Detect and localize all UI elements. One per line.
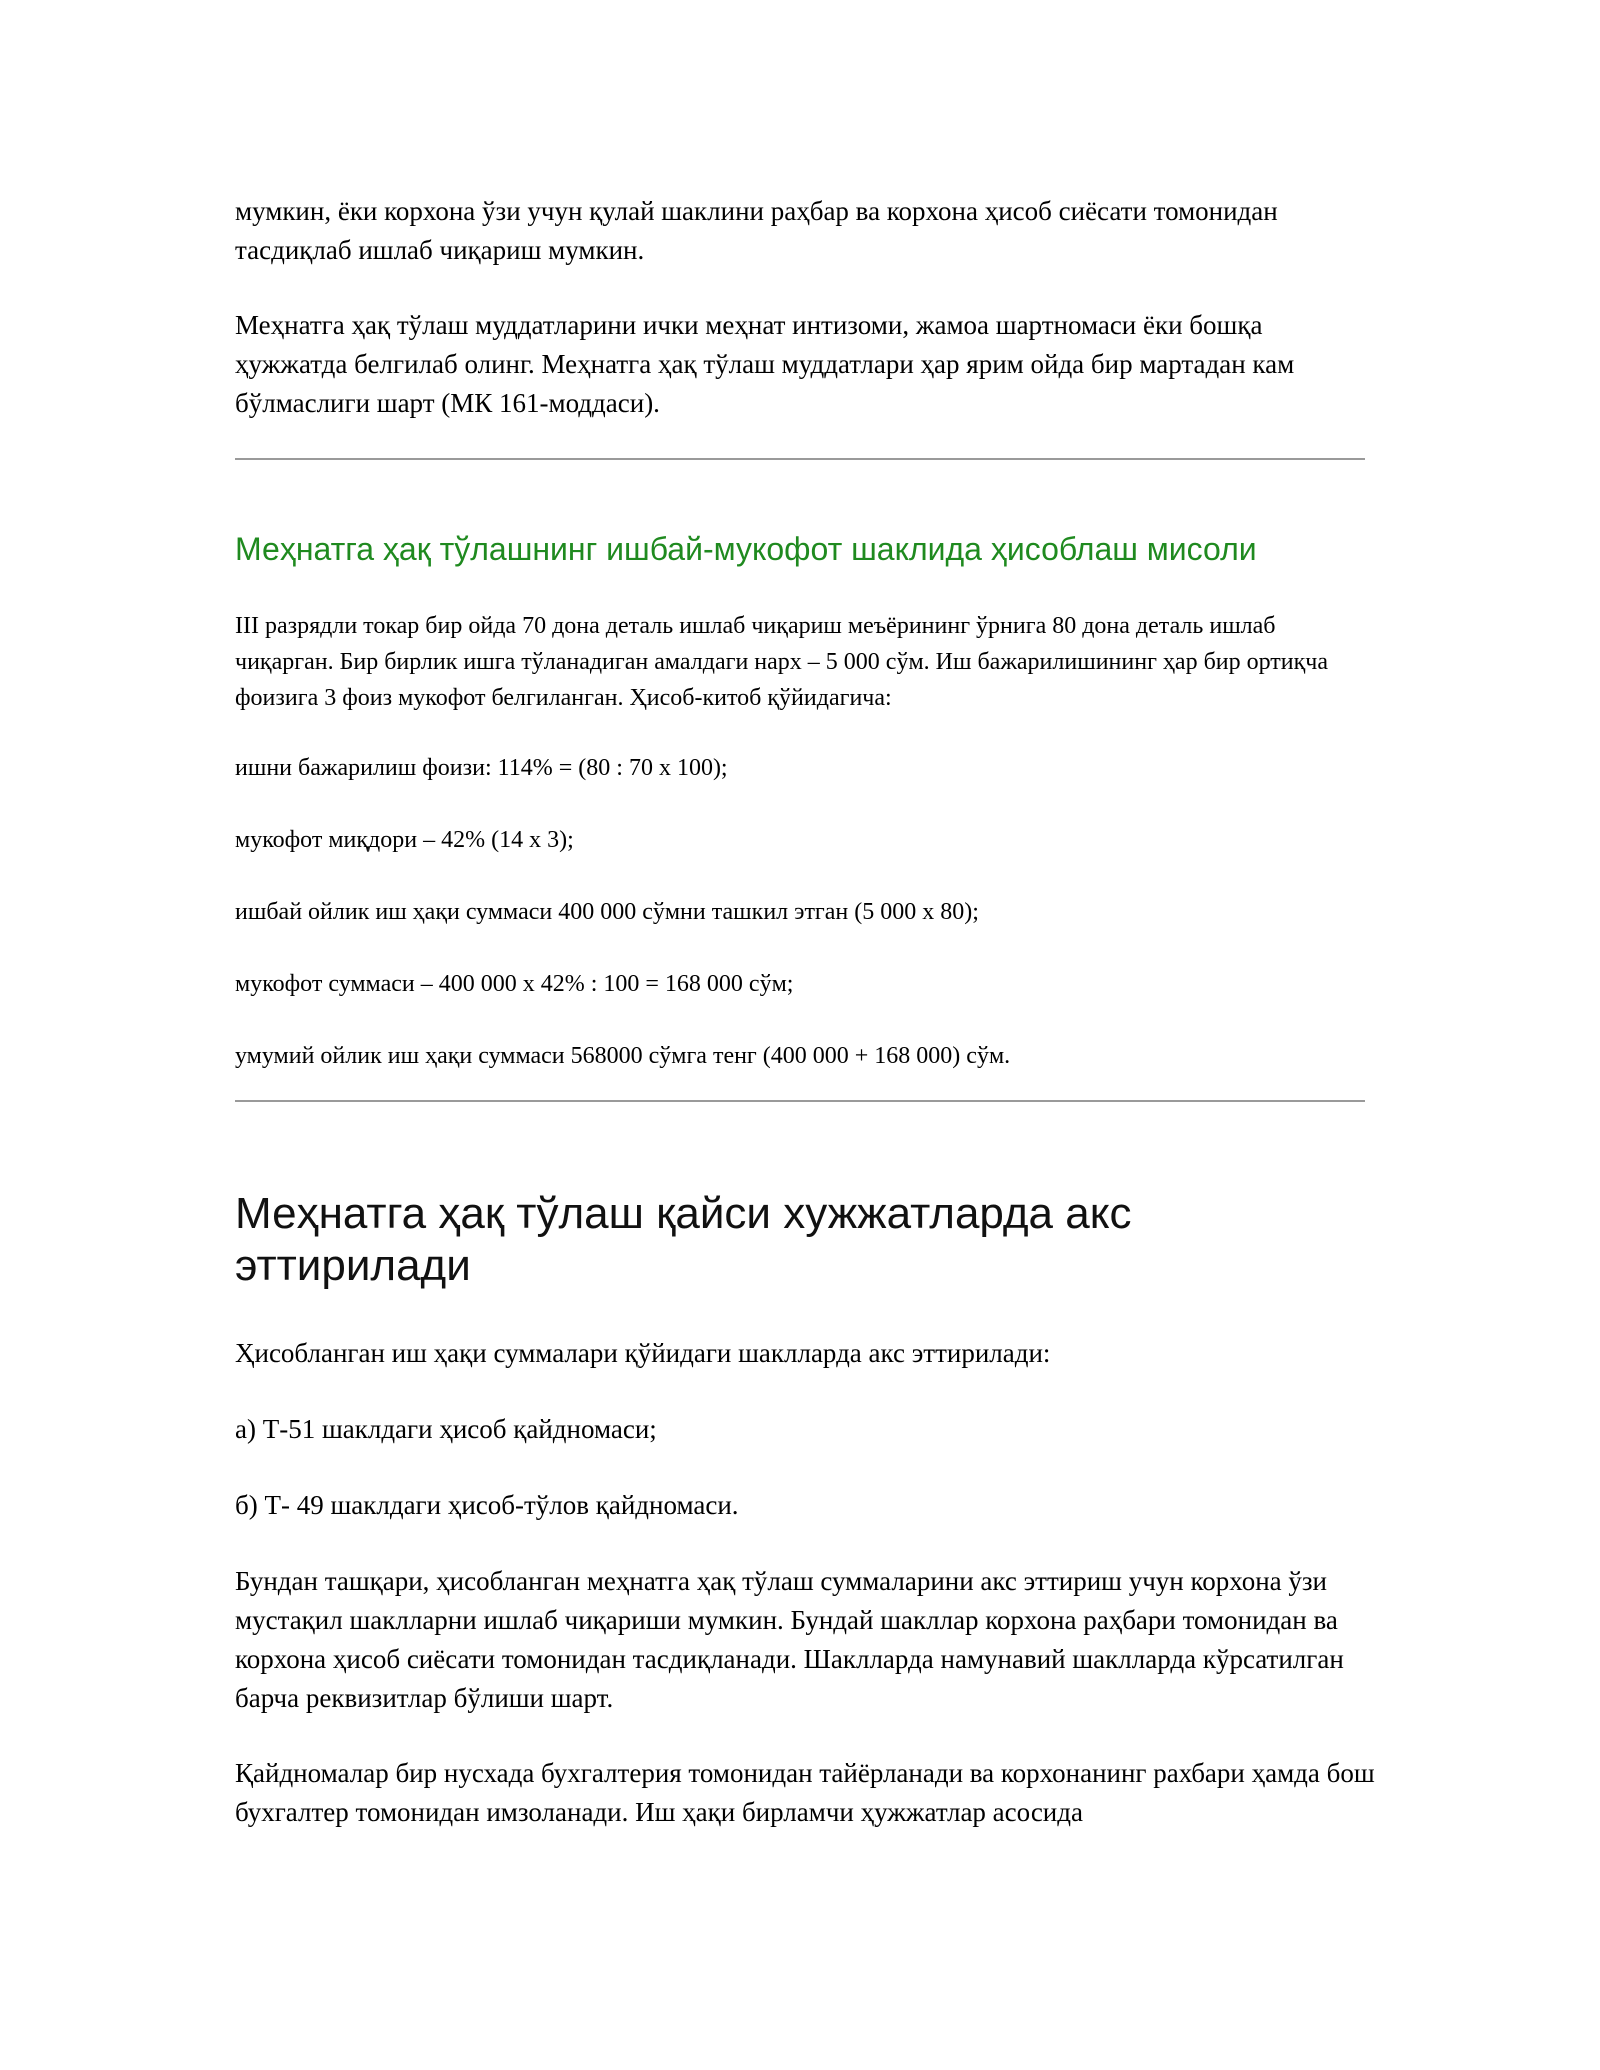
documents-intro: Ҳисобланган иш ҳақи суммалари қўйидаги шаклларда акс эттирилади:	[235, 1338, 1051, 1368]
section-divider	[235, 458, 1365, 460]
documents-item-a: а) Т-51 шаклдаги ҳисоб қайдномаси;	[235, 1414, 657, 1444]
calc-line-piece-wage: ишбай ойлик иш ҳақи суммаси 400 000 сўмни ташкил этган (5 000 x 80);	[235, 899, 979, 925]
custom-forms-paragraph: Бундан ташқари, ҳисобланган меҳнатга ҳақ тўлаш суммаларини акс эттириш учун корхона ўзи мустақил шаклларни ишлаб чиқариши мумкин. Бундай шакллар корхона раҳбари томонидан ва корхона ҳисоб сиёсати томонидан тасдиқланади. Шаклларда намунавий шаклларда кўрсатилган барча реквизитлар бўлиши шарт.	[235, 1566, 1344, 1713]
calc-line-bonus-sum: мукофот суммаси – 400 000 x 42% : 100 = 168 000 сўм;	[235, 971, 794, 997]
calc-line-total-wage: умумий ойлик иш ҳақи суммаси 568000 сўмга тенг (400 000 + 168 000) сўм.	[235, 1043, 1011, 1069]
example-heading: Меҳнатга ҳақ тўлашнинг ишбай-мукофот шаклида ҳисоблаш мисоли	[235, 531, 1257, 567]
calc-line-percentage: ишни бажарилиш фоизи: 114% = (80 : 70 x 100);	[235, 755, 728, 781]
calc-line-bonus-rate: мукофот миқдори – 42% (14 x 3);	[235, 827, 574, 853]
intro-paragraph-continuation: мумкин, ёки корхона ўзи учун қулай шаклини раҳбар ва корхона ҳисоб сиёсати томонидан тасдиқлаб ишлаб чиқариш мумкин.	[235, 196, 1278, 265]
documents-item-b: б) Т- 49 шаклдаги ҳисоб-тўлов қайдномаси.	[235, 1490, 739, 1520]
documents-heading: Меҳнатга ҳақ тўлаш қайси хужжатларда акс эттирилади	[235, 1189, 1132, 1290]
section-divider	[235, 1100, 1365, 1102]
example-intro: III разрядли токар бир ойда 70 дона деталь ишлаб чиқариш меъёрининг ўрнига 80 дона деталь ишлаб чиқарган. Бир бирлик ишга тўланадиган амалдаги нарх – 5 000 сўм. Иш бажарилишининг ҳар бир ортиқча фоизига 3 фоиз мукофот белгиланган. Ҳисоб-китоб қўйидагича:	[235, 613, 1329, 711]
signing-paragraph: Қайдномалар бир нусхада бухгалтерия томонидан тайёрланади ва корхонанинг рахбари ҳамда бош бухгалтер томонидан имзоланади. Иш ҳақи бирламчи ҳужжатлар асосида	[235, 1758, 1375, 1827]
payment-terms-paragraph: Меҳнатга ҳақ тўлаш муддатларини ички меҳнат интизоми, жамоа шартномаси ёки бошқа ҳужжатда белгилаб олинг. Меҳнатга ҳақ тўлаш муддатлари ҳар ярим ойда бир мартадан кам бўлмаслиги шарт (МК 161-моддаси).	[235, 310, 1295, 418]
